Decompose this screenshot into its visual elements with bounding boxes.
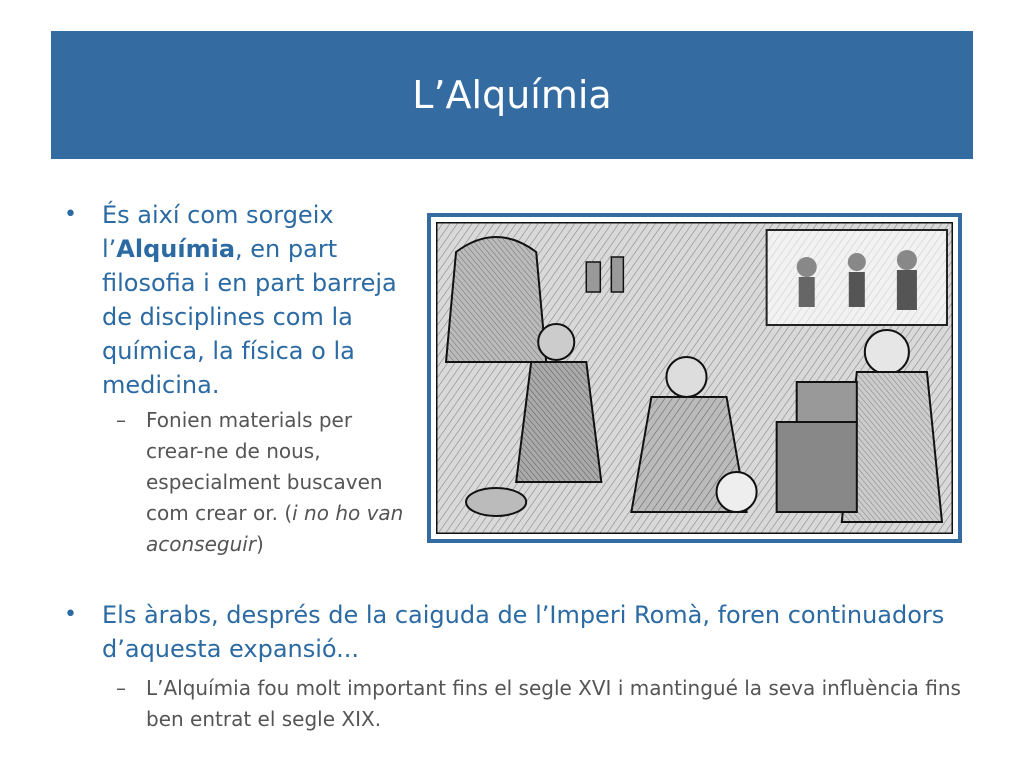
bullet-text-before: És així com sorgeix l’ bbox=[102, 201, 334, 263]
bullet-alchemy-origin bbox=[64, 198, 412, 402]
sub-bullet-marker: – bbox=[116, 408, 126, 432]
bullet-bold-term: Alquímia bbox=[116, 235, 236, 263]
sub-bullet-marker: – bbox=[116, 676, 126, 700]
title-bar bbox=[51, 31, 973, 159]
bullet-marker: • bbox=[64, 602, 77, 627]
bullet-marker: • bbox=[64, 202, 77, 227]
sub-bullet-close: ) bbox=[256, 532, 264, 556]
sub-bullet-text: Fonien materials per crear-ne de nous, especialment buscaven com crear or. ( bbox=[146, 408, 383, 525]
sub-bullet-text: L’Alquímia fou molt important fins el segle XVI i mantingué la seva influència fins ben entrat el segle XIX. bbox=[146, 676, 961, 731]
bullet-arabs bbox=[64, 598, 982, 666]
slide-title: L’Alquímia bbox=[412, 73, 612, 117]
bullet-text: Els àrabs, després de la caiguda de l’Imperi Romà, foren continuadors d’aquesta expansió... bbox=[102, 601, 945, 663]
alchemist-engraving-frame bbox=[427, 213, 962, 543]
sub-bullet-italic: i no ho van aconseguir bbox=[146, 501, 404, 556]
bullet-text-after: , en part filosofia i en part barreja de disciplines com la química, la física o la medicina. bbox=[102, 235, 397, 399]
sub-bullet-influence bbox=[116, 673, 966, 735]
alchemist-engraving-image bbox=[436, 222, 953, 534]
sub-bullet-materials bbox=[116, 405, 411, 560]
